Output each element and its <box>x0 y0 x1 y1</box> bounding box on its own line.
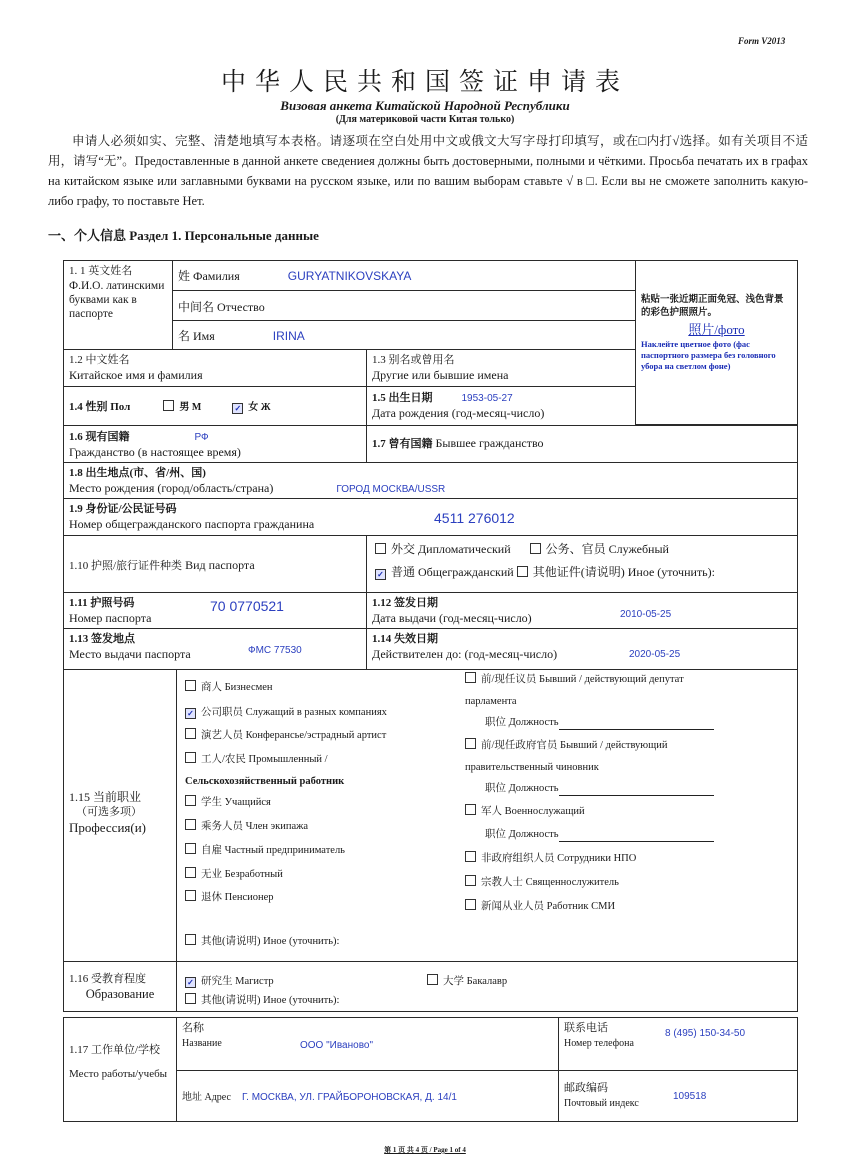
photo-title: 照片/фото <box>688 322 745 337</box>
field-1-7-ru: Бывшее гражданство <box>435 436 544 450</box>
given-name-label: 名 Имя <box>178 329 215 343</box>
clergy-label: 宗教人士 Священнослужитель <box>481 877 619 888</box>
occupation-clergy[interactable] <box>465 875 619 890</box>
occupation-retired[interactable] <box>185 890 274 905</box>
occupation-options <box>176 669 798 962</box>
bachelor-label: 大学 Бакалавр <box>443 976 508 987</box>
zip-label-ru: Почтовый индекс <box>564 1098 639 1109</box>
military-checkbox[interactable] <box>465 804 476 815</box>
field-1-14[interactable] <box>366 628 798 670</box>
field-1-12-ru: Дата выдачи (год-месяц-число) <box>372 611 532 625</box>
occupation-other[interactable] <box>185 934 339 949</box>
retired-checkbox[interactable] <box>185 890 196 901</box>
occupation-crew[interactable] <box>185 819 308 834</box>
official-position-input[interactable] <box>559 785 714 796</box>
field-1-17-label <box>63 1017 177 1122</box>
page-subtitle: (Для материковой части Китая только) <box>335 114 515 125</box>
gender-female-label: 女 Ж <box>248 402 271 413</box>
expiry-date-value: 2020-05-25 <box>629 649 681 660</box>
given-name-value: IRINA <box>272 329 305 343</box>
field-1-4-gender <box>63 386 367 426</box>
photo-instruction-ru: Наклейте цветное фото (фас паспортного размера без головного убора на светлом фоне) <box>641 339 776 371</box>
parliament-checkbox[interactable] <box>465 672 476 683</box>
field-1-15-ru: Профессия(и) <box>69 820 146 835</box>
diplomatic-label: 外交 Дипломатический <box>391 542 511 556</box>
self-employed-label: 自雇 Частный предприниматель <box>201 845 345 856</box>
parliament-label: 前/现任议员 Бывший / действующий депутат <box>481 674 684 685</box>
occupation-unemployed[interactable] <box>185 867 283 882</box>
field-1-8-ru: Место рождения (город/область/страна) <box>69 481 274 495</box>
gender-male-option[interactable] <box>163 399 204 413</box>
parliament-position[interactable] <box>485 715 714 730</box>
ngo-checkbox[interactable] <box>465 851 476 862</box>
field-1-9-ru: Номер общегражданского паспорта гражданина <box>69 517 315 531</box>
phone-value: 8 (495) 150-34-50 <box>665 1028 746 1039</box>
service-checkbox[interactable] <box>530 543 541 554</box>
field-1-3-number: 1.3 别名或曾用名 <box>372 354 455 366</box>
government-official-label: 前/现任政府官员 Бывший / действующий <box>481 740 668 751</box>
artist-checkbox[interactable] <box>185 728 196 739</box>
media-checkbox[interactable] <box>465 899 476 910</box>
surname-value: GURYATNIKOVSKAYA <box>287 269 412 283</box>
diplomatic-checkbox[interactable] <box>375 543 386 554</box>
gender-male-checkbox[interactable] <box>163 400 174 411</box>
field-1-13-ru: Место выдачи паспорта <box>69 647 191 661</box>
unemployed-checkbox[interactable] <box>185 867 196 878</box>
occupation-media[interactable] <box>465 899 615 914</box>
clergy-checkbox[interactable] <box>465 875 476 886</box>
address-label: 地址 Адрес <box>182 1092 231 1103</box>
occupation-company-employee[interactable] <box>185 705 387 720</box>
field-1-11-number: 1.11 护照号码 <box>69 597 135 609</box>
gender-male-label: 男 M <box>179 402 202 413</box>
education-master[interactable] <box>185 974 274 989</box>
military-label: 军人 Военнослужащий <box>481 806 585 817</box>
ordinary-label: 普通 Общегражданский <box>391 565 514 579</box>
retired-label: 退休 Пенсионер <box>201 892 274 903</box>
field-1-2-number: 1.2 中文姓名 <box>69 354 130 366</box>
businessman-label: 商人 Бизнесмен <box>201 682 273 693</box>
field-1-17-text: 1.17 工作单位/学校 Место работы/учебы <box>69 1044 168 1080</box>
field-1-14-number: 1.14 失效日期 <box>372 633 438 645</box>
field-1-10-ru: Вид паспорта <box>185 558 255 572</box>
field-1-2-ru: Китайское имя и фамилия <box>69 368 203 382</box>
student-checkbox[interactable] <box>185 795 196 806</box>
field-1-16-number: 1.16 受教育程度 <box>69 973 146 985</box>
field-1-16-label <box>63 961 177 1012</box>
field-1-10-number: 1.10 护照/旅行证件种类 <box>69 560 183 572</box>
passport-type-options <box>366 535 798 593</box>
middle-name-label: 中间名 Отчество <box>178 300 265 314</box>
field-1-8[interactable] <box>63 462 798 499</box>
passport-type-service[interactable] <box>530 542 669 556</box>
instructions: 申请人必须如实、完整、清楚地填写本表格。请逐项在空白处用中文或俄文大写字母打印填写，或在□内打√选择。如有关项目不适用，请写“无”。Предоставленные в данной анкете сведениея должны быть достоверными, полными и чёткими. Просьба печатать их в графах на китайском языке или заглавными буквами на русском языке, или по вашим выборам ставьте √ в □. Если вы не сможете заполнить какую-либо графу, то поставьте Нет. <box>48 134 808 208</box>
surname-label: 姓 Фамилия <box>178 269 240 283</box>
address-value: Г. МОСКВА, УЛ. ГРАЙБОРОНОВСКАЯ, Д. 14/1 <box>241 1092 457 1103</box>
businessman-checkbox[interactable] <box>185 680 196 691</box>
birth-date-value: 1953-05-27 <box>461 393 513 404</box>
middle-name-field[interactable] <box>172 290 636 321</box>
position-label: 职位 Должность <box>485 829 559 840</box>
field-1-1-ru: Ф.И.О. латинскими буквами как в паспорте <box>69 280 165 320</box>
company-employee-checkbox[interactable]: ✓ <box>185 708 196 719</box>
zip-value: 109518 <box>673 1091 707 1102</box>
worker-label: 工人/农民 Промышленный / <box>201 754 328 765</box>
occupation-student[interactable] <box>185 795 271 810</box>
gender-female-checkbox[interactable]: ✓ <box>232 403 243 414</box>
field-1-5-number: 1.5 出生日期 <box>372 392 433 404</box>
worker-label-line2: Сельскохозяйственный работник <box>185 776 345 787</box>
ordinary-checkbox[interactable]: ✓ <box>375 569 386 580</box>
id-number-value: 4511 276012 <box>434 510 515 526</box>
issue-place-value: ФМС 77530 <box>248 645 302 656</box>
field-1-1-label <box>63 260 173 350</box>
employer-name-label-ru: Название <box>182 1038 222 1049</box>
official-position[interactable] <box>485 781 714 796</box>
field-1-11-ru: Номер паспорта <box>69 611 152 625</box>
other-education-label: 其他(请说明) Иное (уточнить): <box>201 995 340 1006</box>
gender-label: 1.4 性别 Пол <box>69 401 131 413</box>
zip-label-cn: 邮政编码 <box>564 1082 608 1094</box>
field-1-15-sub: （可选多项） <box>76 806 142 818</box>
passport-number-value: 70 0770521 <box>210 598 284 614</box>
field-1-3[interactable] <box>366 349 636 387</box>
employer-name-value: ООО "Иваново" <box>300 1040 374 1051</box>
field-1-5-ru: Дата рождения (год-месяц-число) <box>372 406 545 420</box>
phone-label-cn: 联系电话 <box>564 1022 608 1034</box>
field-1-14-ru: Действителен до: (год-месяц-число) <box>372 647 558 661</box>
field-1-9-number: 1.9 身份证/公民证号码 <box>69 503 177 515</box>
media-label: 新闻从业人员 Работник СМИ <box>481 901 616 912</box>
field-1-2[interactable] <box>63 349 367 387</box>
field-1-9[interactable] <box>63 498 798 536</box>
occupation-military[interactable] <box>465 804 585 819</box>
field-1-13[interactable] <box>63 628 367 670</box>
education-bachelor[interactable] <box>427 974 507 989</box>
government-official-checkbox[interactable] <box>465 738 476 749</box>
crew-checkbox[interactable] <box>185 819 196 830</box>
occupation-government-official[interactable] <box>465 738 667 753</box>
field-1-16-ru: Образование <box>85 987 155 1001</box>
issue-date-value: 2010-05-25 <box>620 609 672 620</box>
master-label: 研究生 Магистр <box>201 976 274 987</box>
birthplace-value: ГОРОД МОСКВА/USSR <box>336 484 446 495</box>
field-1-7[interactable] <box>366 425 798 463</box>
other-passport-label: 其他证件(请说明) Иное (уточнить): <box>532 565 715 579</box>
field-1-12[interactable] <box>366 592 798 629</box>
occupation-businessman[interactable] <box>185 680 273 695</box>
field-1-15-number: 1.15 当前职业 <box>69 790 142 804</box>
other-passport-checkbox[interactable] <box>517 566 528 577</box>
personal-data-table <box>63 260 798 1122</box>
passport-type-diplomatic[interactable] <box>375 542 511 556</box>
field-1-5[interactable] <box>366 386 636 426</box>
occupation-parliament[interactable] <box>465 672 684 687</box>
government-official-label-line2: правительственный чиновник <box>465 762 599 773</box>
page-number: 第 1 页 共 4 页 / Page 1 of 4 <box>384 1146 466 1154</box>
employer-name-field[interactable] <box>176 1017 559 1071</box>
gender-female-option[interactable] <box>232 399 270 413</box>
section-title: 一、个人信息 Раздел 1. Персональные данные <box>48 228 319 243</box>
master-checkbox[interactable]: ✓ <box>185 977 196 988</box>
given-name-field[interactable] <box>172 320 636 350</box>
crew-label: 乘务人员 Член экипажа <box>201 821 309 832</box>
service-label: 公务、官员 Служебный <box>545 542 669 556</box>
education-options <box>176 961 798 1012</box>
photo-box[interactable] <box>635 260 798 425</box>
surname-field[interactable] <box>172 260 636 291</box>
field-1-3-ru: Другие или бывшие имена <box>372 368 509 382</box>
company-employee-label: 公司职员 Служащий в разных компаниях <box>201 707 387 718</box>
phone-label-ru: Номер телефона <box>564 1038 634 1049</box>
passport-type-ordinary[interactable] <box>375 565 514 579</box>
military-position-input[interactable] <box>559 831 714 842</box>
other-occupation-checkbox[interactable] <box>185 934 196 945</box>
worker-checkbox[interactable] <box>185 752 196 763</box>
employer-zip-field[interactable] <box>558 1070 798 1122</box>
occupation-artist[interactable] <box>185 728 386 743</box>
parliament-position-input[interactable] <box>559 719 714 730</box>
military-position[interactable] <box>485 827 714 842</box>
photo-instruction-cn: 粘贴一张近期正面免冠、浅色背景的彩色护照照片。 <box>641 295 784 318</box>
field-1-10-label <box>63 535 367 593</box>
field-1-1-number: 1. 1 英文姓名 <box>69 265 133 277</box>
student-label: 学生 Учащийся <box>201 797 271 808</box>
field-1-6-number: 1.6 现有国籍 <box>69 431 130 443</box>
occupation-ngo[interactable] <box>465 851 636 866</box>
employer-address-field[interactable] <box>176 1070 559 1122</box>
field-1-13-number: 1.13 签发地点 <box>69 633 135 645</box>
employer-phone-field[interactable] <box>558 1017 798 1071</box>
other-education-checkbox[interactable] <box>185 993 196 1004</box>
field-1-6[interactable] <box>63 425 367 463</box>
artist-label: 演艺人员 Конферансье/эстрадный артист <box>201 730 387 741</box>
passport-type-other[interactable] <box>517 565 715 579</box>
field-1-8-number: 1.8 出生地点(市、省/州、国) <box>69 467 206 479</box>
position-label: 职位 Должность <box>485 717 559 728</box>
form-version: Form V2013 <box>738 36 786 46</box>
employer-name-label-cn: 名称 <box>182 1022 204 1034</box>
education-other[interactable] <box>185 993 339 1008</box>
field-1-11[interactable] <box>63 592 367 629</box>
ngo-label: 非政府组织人员 Сотрудники НПО <box>481 853 637 864</box>
parliament-label-line2: парламента <box>465 696 517 707</box>
field-1-15-label <box>63 669 177 962</box>
citizenship-value: РФ <box>194 432 209 443</box>
position-label: 职位 Должность <box>485 783 559 794</box>
self-employed-checkbox[interactable] <box>185 843 196 854</box>
field-1-6-ru: Гражданство (в настоящее время) <box>69 445 241 459</box>
field-1-12-number: 1.12 签发日期 <box>372 597 438 609</box>
bachelor-checkbox[interactable] <box>427 974 438 985</box>
page-title-cn: 中华人民共和国签证申请表 <box>220 67 629 96</box>
unemployed-label: 无业 Безработный <box>201 869 283 880</box>
page-title-ru: Визовая анкета Китайской Народной Республики <box>280 98 570 113</box>
field-1-7-number: 1.7 曾有国籍 <box>372 438 433 450</box>
other-occupation-label: 其他(请说明) Иное (уточнить): <box>201 936 340 947</box>
occupation-self-employed[interactable] <box>185 843 345 858</box>
occupation-worker[interactable] <box>185 752 328 767</box>
